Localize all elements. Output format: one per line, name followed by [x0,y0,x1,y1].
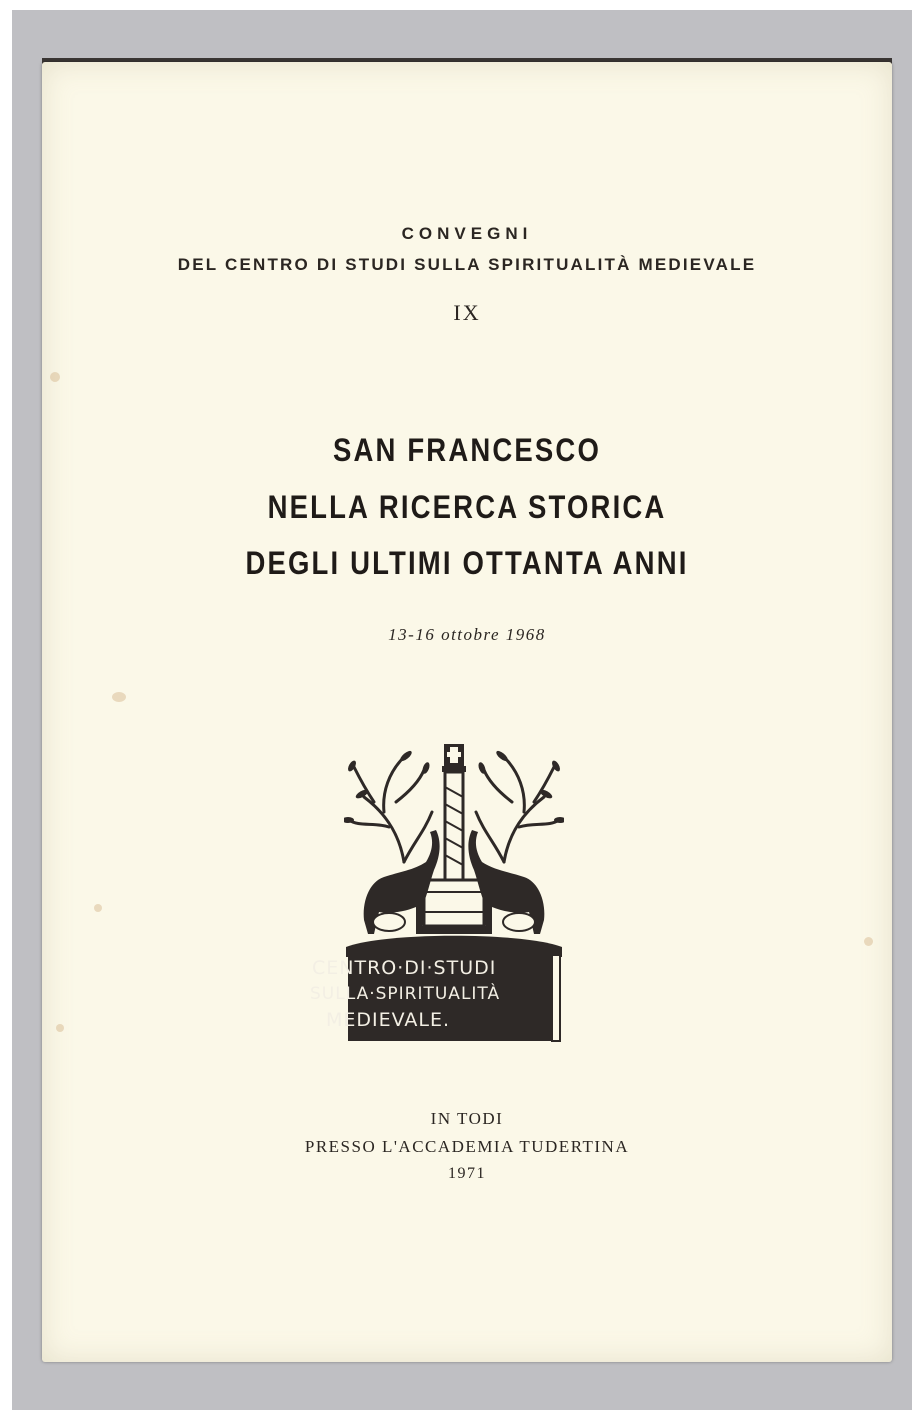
foxing-spot [56,1024,64,1032]
foxing-spot [864,937,873,946]
book-title-line-3: DEGLI ULTIMI OTTANTA ANNI [245,545,689,581]
volume-number: IX [453,300,481,325]
foxing-spot [50,372,60,382]
book-title-line-2: NELLA RICERCA STORICA [267,489,667,525]
publication-year: 1971 [448,1165,486,1182]
publisher-city: IN TODI [430,1109,504,1128]
foxing-spot [112,692,126,702]
book-cover [42,62,892,1362]
emblem-caption [306,955,506,1037]
series-title: CONVEGNI [401,224,533,243]
book-title-line-1: SAN FRANCESCO [333,432,601,468]
emblem-caption-line-1: CENTRO·DI·STUDI [312,957,497,979]
conference-dates: 13-16 ottobre 1968 [388,625,546,644]
emblem-caption-line-3: MEDIEVALE. [326,1009,451,1031]
publisher-name: PRESSO L'ACCADEMIA TUDERTINA [304,1137,630,1156]
emblem-caption-line-2: SULLA·SPIRITUALITÀ [310,984,501,1004]
foxing-spot [94,904,102,912]
series-subtitle: DEL CENTRO DI STUDI SULLA SPIRITUALITÀ MEDIEVALE [177,255,757,274]
